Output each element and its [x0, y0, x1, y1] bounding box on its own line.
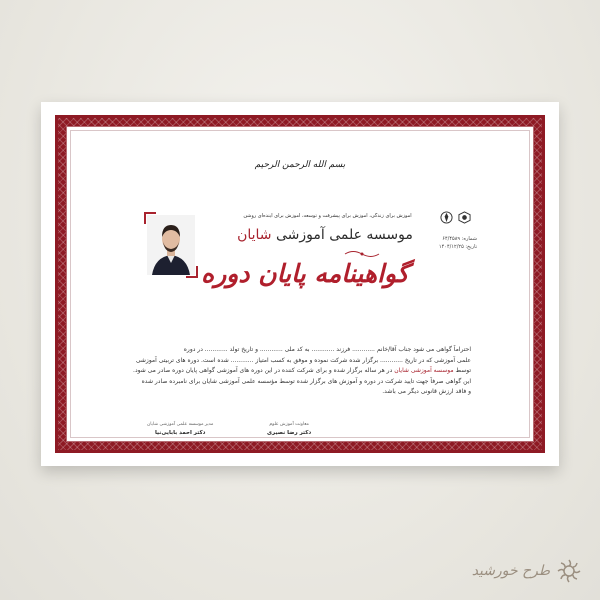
- institute-name: [227, 227, 423, 243]
- portrait-frame: [147, 215, 195, 275]
- institute-prefix: موسسه علمی آموزشی: [276, 227, 413, 243]
- tagline: آموزش برای زندگی، آموزش برای پیشرفت و توسعه، آموزش برای آینده‌ای روشن: [243, 213, 412, 219]
- institute-accent: شایان: [237, 227, 272, 243]
- signature-name: دکتر احمد بابایی‌نیا: [154, 430, 206, 436]
- signature-director: [147, 422, 213, 436]
- basmala: بسم الله الرحمن الرحیم: [254, 160, 346, 170]
- body-line-3: [125, 366, 471, 377]
- photo-corner-bottom-right: [186, 266, 198, 278]
- signature-role: معاونت آموزش علوم: [269, 422, 309, 427]
- signature-block: [127, 422, 367, 444]
- certificate-title: گواهینامه پایان دوره: [201, 259, 409, 288]
- body-line-3-rest: در هر ساله برگزار شده و برای شرکت کننده در این دوره های آموزشی گواهی پایان دوره صادر می شود.: [133, 367, 393, 375]
- certificate-border: [55, 115, 545, 453]
- certificate-number: شماره: ۶۴/۴۵۸۹: [442, 236, 477, 242]
- certificate-text: [125, 345, 471, 398]
- certificate-date: تاریخ: ۱۴۰۴/۱۲/۲۵: [438, 244, 477, 250]
- body-line-3-accent: موسسه آموزشی شایان: [394, 367, 454, 375]
- body-line-4: این گواهی صرفاً جهت تایید شرکت در دوره و آموزش های برگزار شده توسط مؤسسه علمی آموزشی شایان برای نامبرده صادر شده: [141, 377, 471, 385]
- body-line-5: و فاقد ارزش قانونی دیگر می باشد.: [382, 388, 471, 396]
- brand-name: طرح خورشید: [471, 563, 550, 579]
- photo-corner-top-left: [144, 212, 156, 224]
- signature-role: مدیر موسسه علمی آموزشی شایان: [147, 422, 214, 427]
- body-line-1: احتراماً گواهی می شود جناب آقا/خانم ............ فرزند ............ به کد ملی ............ و تاریخ تولد ............ در دوره: [183, 346, 471, 353]
- emblem-icon: [440, 211, 453, 224]
- body-line-3-prefix: توسط: [455, 367, 471, 375]
- sun-logo-icon: [556, 558, 582, 584]
- ornament-icon: [343, 249, 381, 259]
- brand-watermark: [472, 558, 582, 584]
- logo-group: [440, 211, 471, 224]
- university-logo-icon: [458, 211, 471, 224]
- certificate-sheet: [41, 102, 559, 466]
- body-line-2: علمی آموزشی که در تاریخ ............ برگزار شده شرکت نموده و موفق به کسب امتیاز ............ شده است. دوره های تربیتی آموزشی: [135, 356, 471, 364]
- signature-deputy: [267, 422, 311, 436]
- certificate-meta: [439, 235, 477, 251]
- signature-name: دکتر رضا نصیری: [267, 430, 312, 436]
- certificate-body: [66, 126, 534, 442]
